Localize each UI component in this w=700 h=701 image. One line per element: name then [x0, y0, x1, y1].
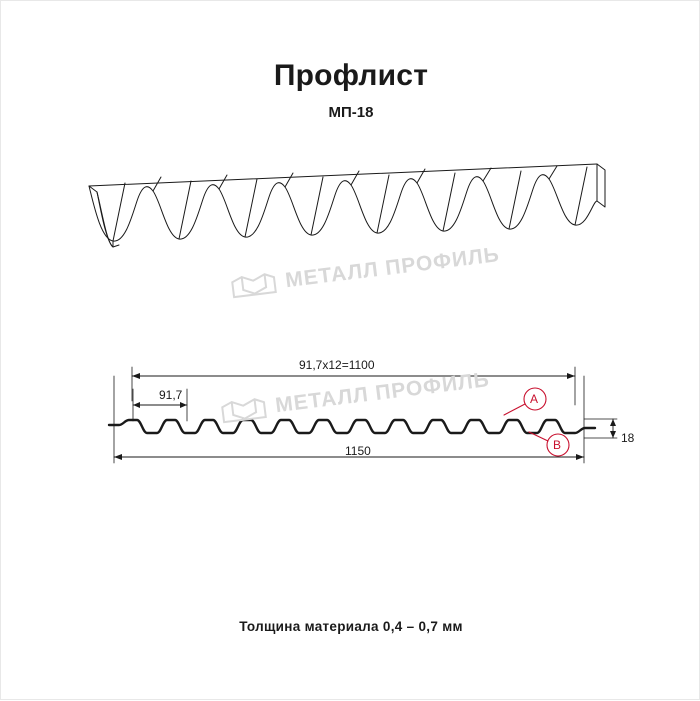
- profile-drawing: [1, 1, 700, 701]
- callout-a-label: A: [530, 392, 539, 406]
- dimension-height: 18: [621, 431, 635, 445]
- material-thickness-note: Толщина материала 0,4 – 0,7 мм: [239, 619, 463, 634]
- page-title: Профлист: [273, 59, 429, 92]
- callout-b-label: B: [553, 438, 562, 452]
- watermark-text: МЕТАЛЛ ПРОФИЛЬ: [284, 243, 502, 293]
- dimension-top-span: 91,7х12=1100: [299, 358, 375, 372]
- product-code: МП-18: [328, 104, 374, 121]
- watermark-text: МЕТАЛЛ ПРОФИЛЬ: [274, 368, 492, 418]
- dimension-overall-width: 1150: [345, 444, 371, 458]
- dimension-pitch: 91,7: [159, 388, 183, 402]
